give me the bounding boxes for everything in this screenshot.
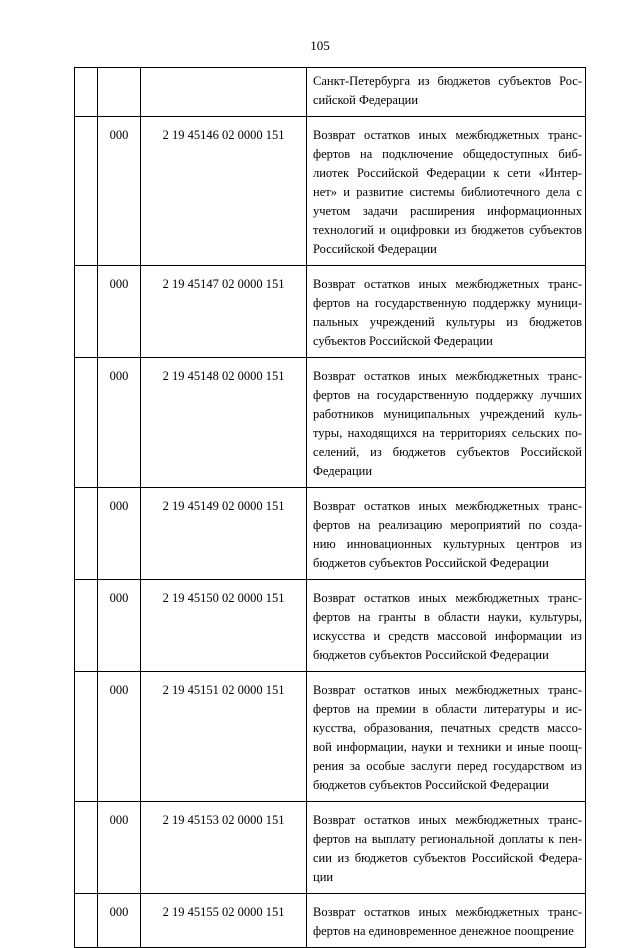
- revenue-name-line: Возврат остатков иных межбюджетных транс-: [313, 499, 582, 513]
- margin-cell: [75, 266, 98, 358]
- revenue-name-line: фертов на выплату региональной доплаты к пен-: [313, 832, 582, 846]
- revenue-name-line: вой информации, науки и техники и иные поощ-: [313, 740, 582, 754]
- budget-code-cell: 2 19 45150 02 0000 151: [141, 580, 307, 672]
- revenue-name-line: пальных учреждений культуры из бюджетов: [313, 315, 582, 329]
- table-row: [75, 802, 586, 894]
- revenue-name-line: технологий и оцифровки из бюджетов субъектов: [313, 223, 582, 237]
- revenue-name-line: работников муниципальных учреждений куль-: [313, 407, 582, 421]
- margin-cell: [75, 894, 98, 948]
- budget-codes-table: [74, 67, 586, 948]
- revenue-name-line: туры, находящихся на территориях сельских по-: [313, 426, 582, 440]
- admin-code-cell: 000: [98, 580, 141, 672]
- table-row: [75, 68, 586, 117]
- margin-cell: [75, 488, 98, 580]
- revenue-name-line: фертов на премии в области литературы и ис-: [313, 702, 582, 716]
- revenue-name-line: фертов на гранты в области науки, культуры,: [313, 610, 582, 624]
- margin-cell: [75, 68, 98, 117]
- margin-cell: [75, 358, 98, 488]
- revenue-name-line: Возврат остатков иных межбюджетных транс-: [313, 813, 582, 827]
- revenue-name-line: субъектов Российской Федерации: [313, 334, 493, 348]
- revenue-name-line: фертов на реализацию мероприятий по созда-: [313, 518, 582, 532]
- revenue-name-cell: [307, 68, 586, 117]
- margin-cell: [75, 802, 98, 894]
- revenue-name-line: Российской Федерации: [313, 242, 437, 256]
- admin-code-cell: 000: [98, 802, 141, 894]
- revenue-name-cell: [307, 802, 586, 894]
- table-body: [75, 68, 586, 948]
- revenue-name-line: рения за особые заслуги перед государством из: [313, 759, 582, 773]
- table-row: [75, 488, 586, 580]
- revenue-name-cell: [307, 894, 586, 948]
- revenue-name-cell: [307, 358, 586, 488]
- revenue-name-line: нет» и развитие системы библиотечного дела с: [313, 185, 582, 199]
- admin-code-cell: 000: [98, 894, 141, 948]
- revenue-name-line: Возврат остатков иных межбюджетных транс-: [313, 128, 582, 142]
- revenue-name-line: селений, из бюджетов субъектов Российской: [313, 445, 582, 459]
- revenue-name-line: Возврат остатков иных межбюджетных транс-: [313, 591, 582, 605]
- budget-code-cell: 2 19 45153 02 0000 151: [141, 802, 307, 894]
- budget-code-cell: 2 19 45149 02 0000 151: [141, 488, 307, 580]
- revenue-name-line: фертов на подключение общедоступных биб-: [313, 147, 582, 161]
- revenue-name-line: ции: [313, 870, 334, 884]
- table-row: [75, 580, 586, 672]
- revenue-name-cell: [307, 266, 586, 358]
- revenue-name-line: Возврат остатков иных межбюджетных транс-: [313, 369, 582, 383]
- table-row: [75, 266, 586, 358]
- revenue-name-line: фертов на государственную поддержку муници-: [313, 296, 582, 310]
- admin-code-cell: 000: [98, 672, 141, 802]
- revenue-name-line: кусства, образования, печатных средств массо-: [313, 721, 582, 735]
- revenue-name-line: бюджетов субъектов Российской Федерации: [313, 648, 549, 662]
- revenue-name-line: Возврат остатков иных межбюджетных транс-: [313, 277, 582, 291]
- margin-cell: [75, 117, 98, 266]
- table-row: [75, 894, 586, 948]
- revenue-name-line: искусства и средств массовой информации из: [313, 629, 582, 643]
- table-row: [75, 358, 586, 488]
- revenue-name-line: сийской Федерации: [313, 93, 419, 107]
- revenue-name-line: Санкт-Петербурга из бюджетов субъектов Рос-: [313, 74, 582, 88]
- admin-code-cell: 000: [98, 266, 141, 358]
- revenue-name-line: фертов на государственную поддержку лучших: [313, 388, 582, 402]
- budget-code-cell: 2 19 45146 02 0000 151: [141, 117, 307, 266]
- revenue-name-line: Федерации: [313, 464, 373, 478]
- revenue-name-cell: [307, 488, 586, 580]
- revenue-name-line: сии из бюджетов субъектов Российской Федера-: [313, 851, 582, 865]
- revenue-name-line: бюджетов субъектов Российской Федерации: [313, 778, 549, 792]
- revenue-name-line: Возврат остатков иных межбюджетных транс-: [313, 683, 582, 697]
- revenue-name-line: фертов на единовременное денежное поощрение: [313, 924, 574, 938]
- admin-code-cell: 000: [98, 117, 141, 266]
- admin-code-cell: 000: [98, 488, 141, 580]
- revenue-name-cell: [307, 117, 586, 266]
- margin-cell: [75, 672, 98, 802]
- budget-code-cell: 2 19 45151 02 0000 151: [141, 672, 307, 802]
- budget-code-cell: 2 19 45148 02 0000 151: [141, 358, 307, 488]
- budget-code-cell: 2 19 45155 02 0000 151: [141, 894, 307, 948]
- revenue-name-line: бюджетов субъектов Российской Федерации: [313, 556, 549, 570]
- revenue-name-line: нию инновационных культурных центров из: [313, 537, 582, 551]
- revenue-name-line: учетом задачи расширения информационных: [313, 204, 582, 218]
- revenue-name-line: лиотек Российской Федерации к сети «Интер-: [313, 166, 582, 180]
- table-row: [75, 672, 586, 802]
- page-number: 105: [310, 38, 330, 53]
- table-row: [75, 117, 586, 266]
- budget-code-cell: 2 19 45147 02 0000 151: [141, 266, 307, 358]
- margin-cell: [75, 580, 98, 672]
- budget-code-cell: [141, 68, 307, 117]
- revenue-name-line: Возврат остатков иных межбюджетных транс-: [313, 905, 582, 919]
- admin-code-cell: 000: [98, 358, 141, 488]
- revenue-name-cell: [307, 580, 586, 672]
- revenue-name-cell: [307, 672, 586, 802]
- admin-code-cell: [98, 68, 141, 117]
